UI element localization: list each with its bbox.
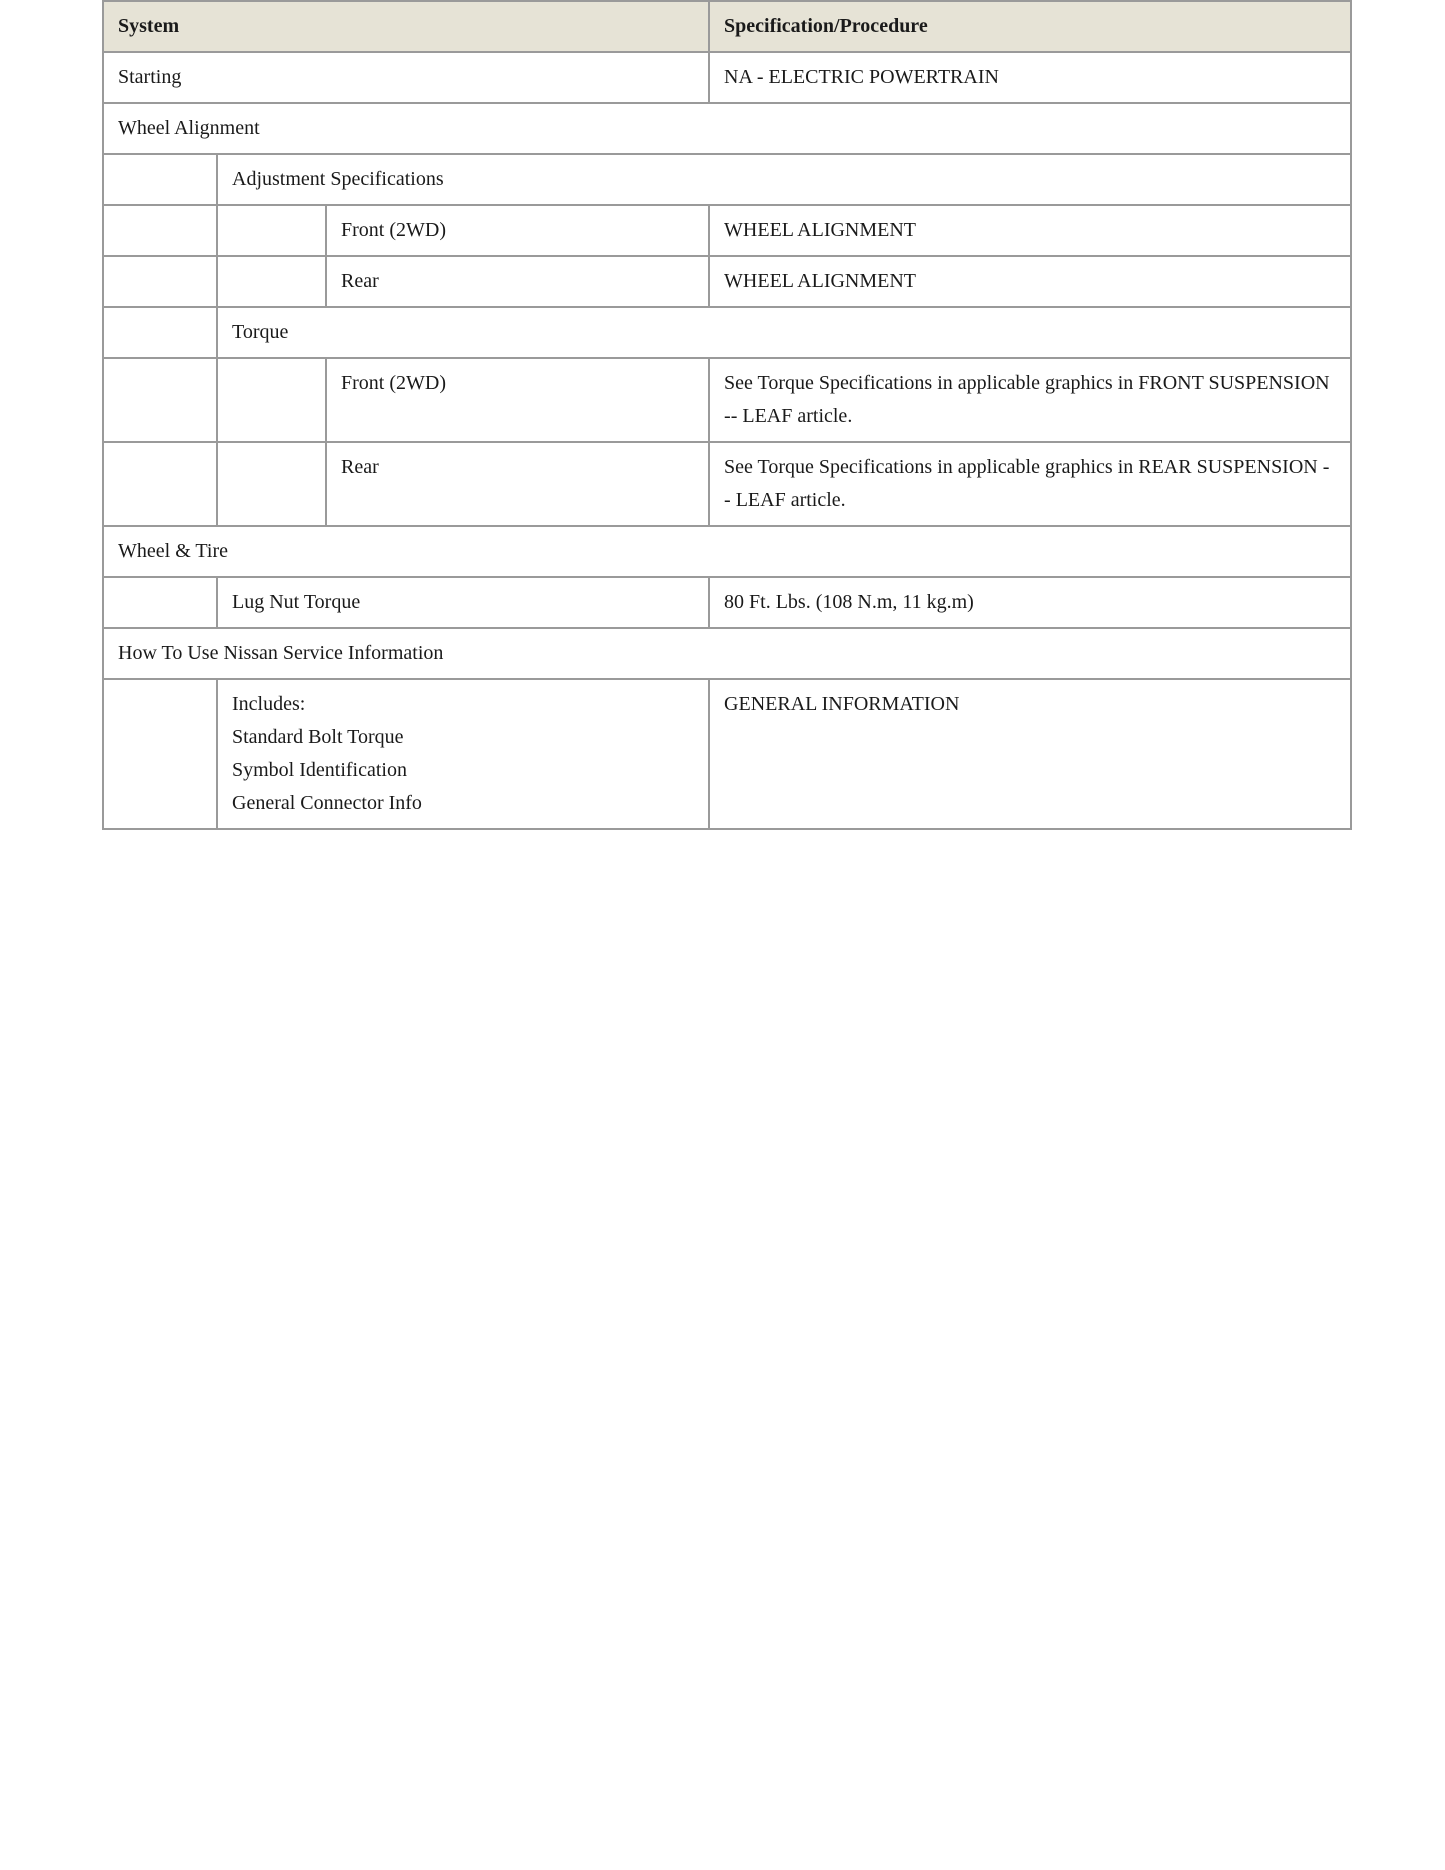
- table-row-torque: [103, 307, 1351, 358]
- table-row-adjustment-rear: [103, 256, 1351, 307]
- indent-cell: [217, 256, 326, 307]
- includes-cell: [217, 679, 709, 829]
- spec-cell: NA - ELECTRIC POWERTRAIN: [709, 52, 1351, 103]
- section-cell: How To Use Nissan Service Information: [103, 628, 1351, 679]
- includes-item: General Connector Info: [232, 792, 422, 814]
- system-cell: Lug Nut Torque: [217, 577, 709, 628]
- table-row-lug-nut-torque: [103, 577, 1351, 628]
- table-row-starting: [103, 52, 1351, 103]
- indent-cell: [103, 205, 217, 256]
- indent-cell: [103, 679, 217, 829]
- includes-item: Standard Bolt Torque: [232, 726, 404, 748]
- spec-cell: WHEEL ALIGNMENT: [709, 256, 1351, 307]
- table-row-torque-front: [103, 358, 1351, 442]
- indent-cell: [103, 577, 217, 628]
- header-system: System: [103, 1, 709, 52]
- table-row-torque-rear: [103, 442, 1351, 526]
- specification-table: [102, 0, 1352, 830]
- header-specification-procedure: Specification/Procedure: [709, 1, 1351, 52]
- includes-label: Includes:: [232, 693, 306, 715]
- indent-cell: [103, 442, 217, 526]
- table-row-wheel-tire: [103, 526, 1351, 577]
- spec-cell: See Torque Specifications in applicable graphics in FRONT SUSPENSION -- LEAF article.: [709, 358, 1351, 442]
- indent-cell: [217, 205, 326, 256]
- indent-cell: [103, 307, 217, 358]
- includes-item: Symbol Identification: [232, 759, 407, 781]
- table-row-how-to-use: [103, 628, 1351, 679]
- table-header-row: [103, 1, 1351, 52]
- subsection-cell: Torque: [217, 307, 1351, 358]
- indent-cell: [103, 154, 217, 205]
- spec-cell: GENERAL INFORMATION: [709, 679, 1351, 829]
- table-row-includes: [103, 679, 1351, 829]
- indent-cell: [217, 442, 326, 526]
- table-row-adjustment-front: [103, 205, 1351, 256]
- system-cell: Front (2WD): [326, 358, 709, 442]
- indent-cell: [217, 358, 326, 442]
- indent-cell: [103, 358, 217, 442]
- table-row-wheel-alignment: [103, 103, 1351, 154]
- system-cell: Rear: [326, 442, 709, 526]
- table-row-adjustment-specifications: [103, 154, 1351, 205]
- system-cell: Starting: [103, 52, 709, 103]
- spec-cell: 80 Ft. Lbs. (108 N.m, 11 kg.m): [709, 577, 1351, 628]
- system-cell: Front (2WD): [326, 205, 709, 256]
- subsection-cell: Adjustment Specifications: [217, 154, 1351, 205]
- spec-cell: WHEEL ALIGNMENT: [709, 205, 1351, 256]
- section-cell: Wheel & Tire: [103, 526, 1351, 577]
- system-cell: Rear: [326, 256, 709, 307]
- spec-cell: See Torque Specifications in applicable graphics in REAR SUSPENSION -- LEAF article.: [709, 442, 1351, 526]
- indent-cell: [103, 256, 217, 307]
- section-cell: Wheel Alignment: [103, 103, 1351, 154]
